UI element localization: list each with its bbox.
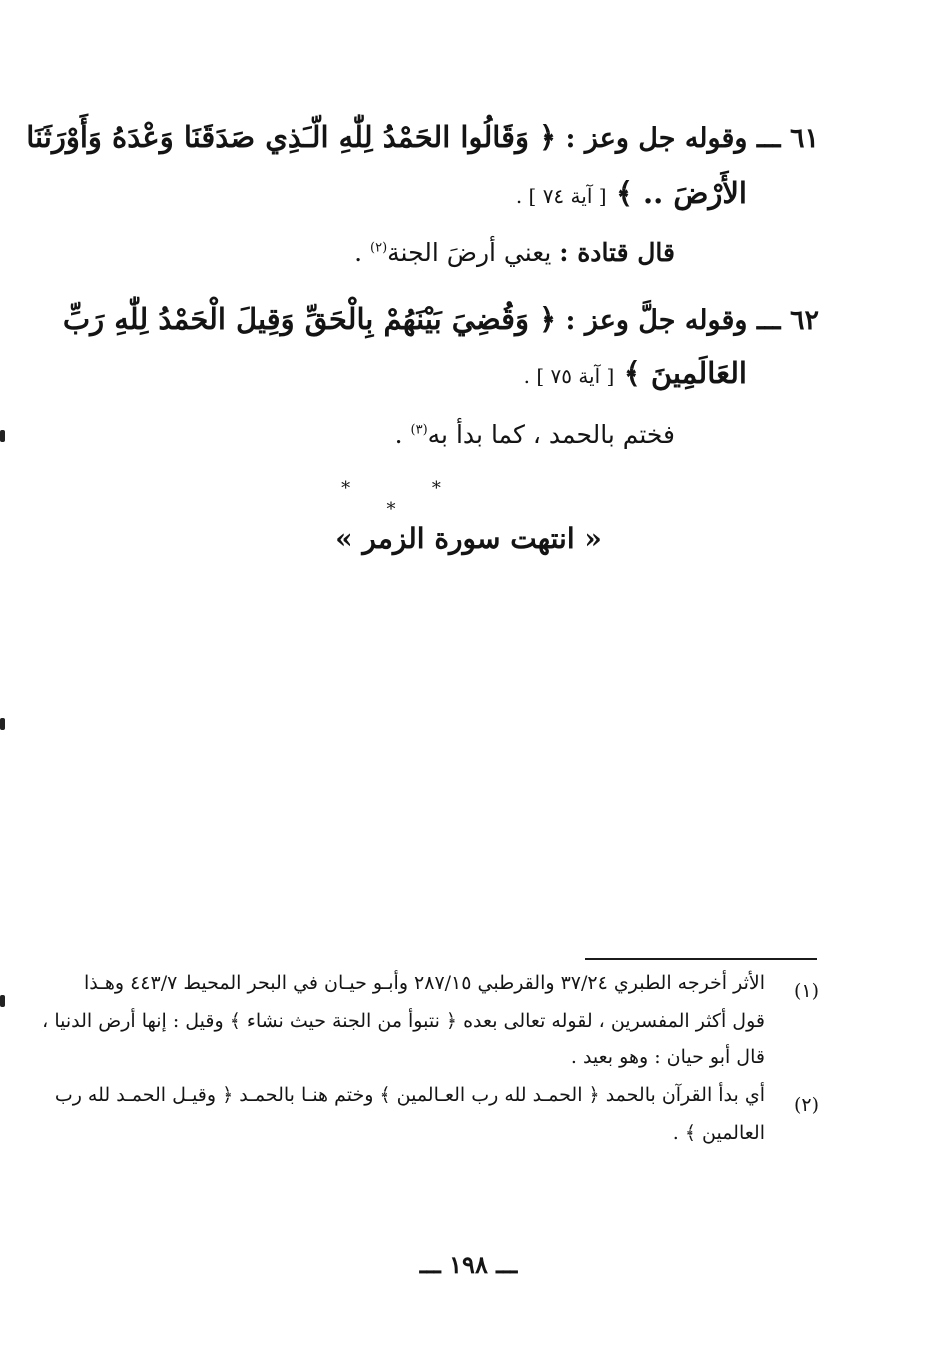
footnote-separator-rule [585, 958, 817, 960]
binding-edge-mark [0, 430, 5, 442]
entry-61-commentary-text: يعني أرضَ الجنة [387, 238, 552, 267]
binding-edge-mark [0, 995, 5, 1007]
entry-61-line-1 [26, 120, 819, 154]
entry-62-commentary [395, 420, 675, 449]
entry-62-ayah-reference: [ آية ٧٥ ] . [523, 364, 615, 388]
entry-61-ayah-reference: [ آية ٧٤ ] . [515, 184, 607, 208]
section-separator: * * * [341, 478, 479, 520]
entry-62-commentary-end: . [394, 420, 411, 449]
footnote-2-line-1: أي بدأ القرآن بالحمد ﴿ الحمـد لله رب العـالمين ﴾ وختم هنـا بالحمـد ﴿ وقيـل الحمـد لله رب [54, 1084, 765, 1106]
footnote-1-line-3: قال أبو حيان : وهو بعيد . [570, 1046, 765, 1068]
footnote-2-number: (٢) [793, 1094, 819, 1116]
entry-62-ayah-line-2: العَالَمِينَ ﴾ [623, 356, 747, 390]
entry-61-commentary [354, 238, 675, 267]
entry-61-commentary-end: . [354, 238, 370, 267]
entry-62-ayah-line-1: ﴿ وَقُضِيَ بَيْنَهُمْ بِالْحَقِّ وَقِيلَ الْحَمْدُ لِلّٰهِ رَبِّ [62, 302, 557, 336]
entry-61-footnote-marker: (٢) [370, 240, 388, 256]
entry-61-line-2 [516, 176, 747, 210]
entry-61-ayah-line-1: ﴿ وَقَالُوا الحَمْدُ لِلّٰهِ الّـَذِي صَدَقَنَا وَعْدَهُ وَأَوْرَثَنَا [26, 120, 557, 154]
entry-62-line-1 [63, 302, 819, 336]
entry-62-footnote-marker: (٣) [410, 422, 428, 438]
entry-61-commentary-speaker: قال قتادة : [559, 238, 675, 267]
footnote-1-line-2: قول أكثر المفسرين ، لقوله تعالى بعده ﴿ نتبوأ من الجنة حيث نشاء ﴾ وقيل : إنها أرض الدنيا ، [42, 1010, 765, 1032]
entry-62-line-2 [524, 356, 747, 390]
footnote-1-line-1: الأثر أخرجه الطبري ٣٧/٢٤ والقرطبي ٢٨٧/١٥ وأبـو حيـان في البحر المحيط ٤٤٣/٧ وهـذا [84, 972, 765, 994]
entry-61-number: ٦١ ـــ [756, 123, 819, 154]
binding-edge-mark [0, 718, 5, 730]
entry-62-number: ٦٢ ـــ [756, 305, 819, 336]
entry-61-intro: وقوله جل وعز : [565, 123, 748, 154]
surah-end-title: « انتهت سورة الزمر » [335, 522, 602, 555]
entry-62-commentary-text: فختم بالحمد ، كما بدأ به [427, 420, 675, 449]
footnote-1-number: (١) [793, 980, 819, 1002]
entry-61-ayah-line-2: الأَرْضَ .. ﴾ [615, 176, 747, 210]
page-number: ـــ ١٩٨ ـــ [419, 1250, 518, 1279]
footnote-2-line-2: العالمين ﴾ . [672, 1122, 765, 1144]
entry-62-intro: وقوله جلَّ وعز : [565, 305, 748, 336]
